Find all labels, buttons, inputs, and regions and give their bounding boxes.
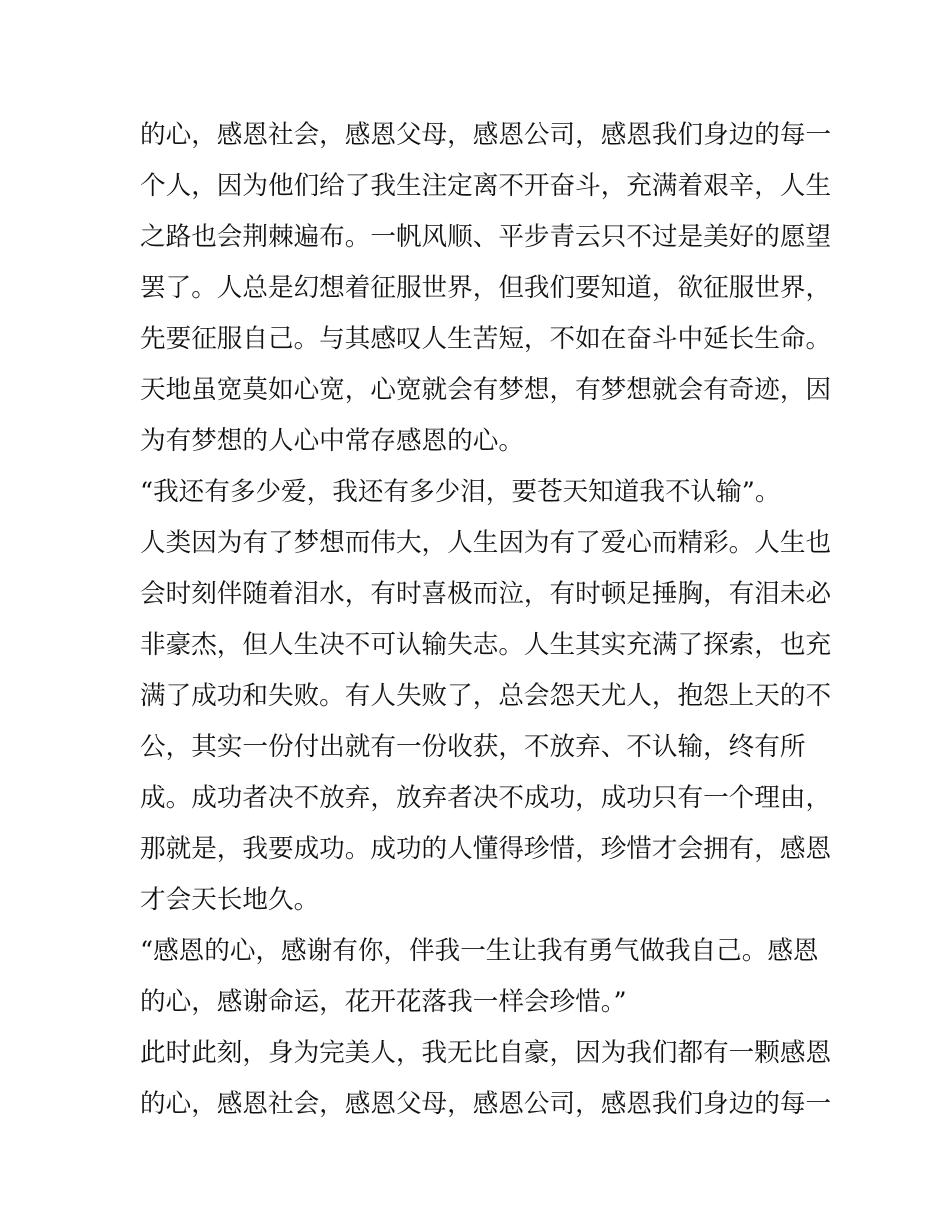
- quote-line: “感恩的心，感谢有你，伴我一生让我有勇气做我自己。感恩: [140, 936, 819, 966]
- text-line: 的心，感恩社会，感恩父母，感恩公司，感恩我们身边的每一: [140, 1089, 832, 1119]
- text-line: 罢了。人总是幻想着征服世界，但我们要知道，欲征服世界，: [140, 273, 832, 303]
- text-line: 满了成功和失败。有人失败了，总会怨天尤人，抱怨上天的不: [140, 681, 832, 711]
- text-line: 此时此刻，身为完美人，我无比自豪，因为我们都有一颗感恩: [140, 1038, 832, 1068]
- text-line: 才会天长地久。: [140, 885, 320, 915]
- quote-line: “我还有多少爱，我还有多少泪，要苍天知道我不认输”。: [140, 477, 781, 507]
- text-line: 公，其实一份付出就有一份收获，不放弃、不认输，终有所: [140, 732, 806, 762]
- text-line: 非豪杰，但人生决不可认输失志。人生其实充满了探索，也充: [140, 630, 832, 660]
- text-line: 先要征服自己。与其感叹人生苦短，不如在奋斗中延长生命。: [140, 324, 832, 354]
- text-line: 会时刻伴随着泪水，有时喜极而泣，有时顿足捶胸，有泪未必: [140, 579, 832, 609]
- text-line: 天地虽宽莫如心宽，心宽就会有梦想，有梦想就会有奇迹，因: [140, 375, 832, 405]
- text-line: 人类因为有了梦想而伟大，人生因为有了爱心而精彩。人生也: [140, 528, 832, 558]
- text-line: 个人，因为他们给了我生注定离不开奋斗，充满着艰辛，人生: [140, 171, 832, 201]
- text-line: 成。成功者决不放弃，放弃者决不成功，成功只有一个理由，: [140, 783, 832, 813]
- text-line: 之路也会荆棘遍布。一帆风顺、平步青云只不过是美好的愿望: [140, 222, 832, 252]
- text-line: 的心，感恩社会，感恩父母，感恩公司，感恩我们身边的每一: [140, 120, 832, 150]
- text-line: 那就是，我要成功。成功的人懂得珍惜，珍惜才会拥有，感恩: [140, 834, 832, 864]
- text-line: 为有梦想的人心中常存感恩的心。: [140, 426, 524, 456]
- quote-line: 的心，感谢命运，花开花落我一样会珍惜。”: [140, 987, 627, 1017]
- document-body: [140, 110, 832, 1130]
